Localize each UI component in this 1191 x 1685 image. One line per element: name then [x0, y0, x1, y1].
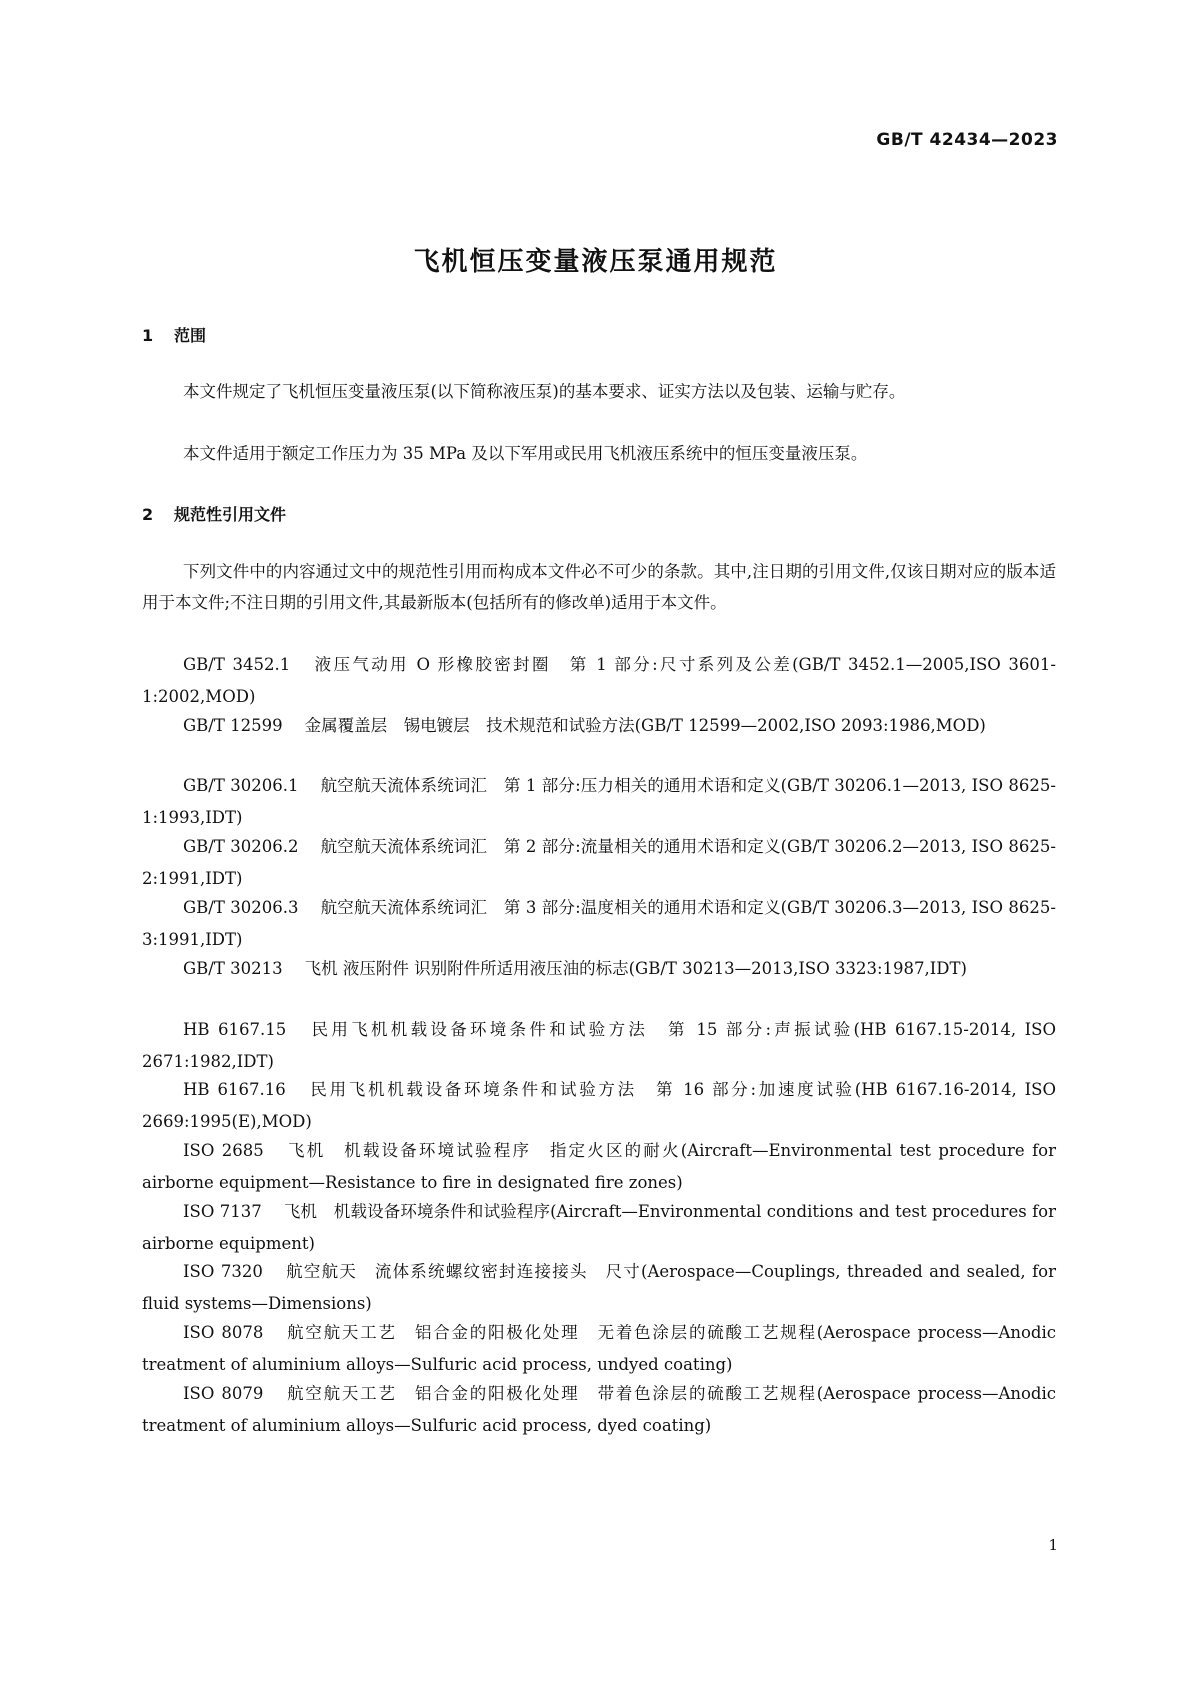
reference-code: ISO 8079 [183, 1384, 264, 1403]
reference-text: 航空航天流体系统词汇 第 1 部分:压力相关的通用术语和定义(GB/T 30206.1—2013, ISO 8625-1:1993,IDT) [142, 776, 1056, 827]
section-2-heading [142, 502, 286, 525]
reference-text: 航空航天工艺 铝合金的阳极化处理 带着色涂层的硫酸工艺规程(Aerospace process—Anodic treatment of aluminium alloys—Sulfuric acid process, dyed coating) [142, 1384, 1057, 1435]
reference-code: HB 6167.15 [183, 1020, 287, 1039]
section-1-number: 1 [142, 326, 154, 345]
page-number: 1 [1048, 1536, 1058, 1554]
reference-code: GB/T 30206.1 [183, 776, 299, 795]
reference-code: ISO 7320 [183, 1262, 263, 1281]
reference-code: ISO 2685 [183, 1141, 264, 1160]
reference-code: ISO 7137 [183, 1202, 262, 1221]
reference-item [142, 1378, 1056, 1442]
references-intro: 下列文件中的内容通过文中的规范性引用而构成本文件必不可少的条款。其中,注日期的引用文件,仅该日期对应的版本适用于本文件;不注日期的引用文件,其最新版本(包括所有的修改单)适用于本文件。 [142, 562, 1056, 612]
reference-text: 金属覆盖层 锡电镀层 技术规范和试验方法(GB/T 12599—2002,ISO 2093:1986,MOD) [304, 716, 986, 735]
reference-text: 航空航天流体系统词汇 第 2 部分:流量相关的通用术语和定义(GB/T 30206.2—2013, ISO 8625-2:1991,IDT) [142, 837, 1056, 888]
reference-item [142, 953, 1056, 985]
section-1-heading [142, 323, 206, 346]
section-2-title: 规范性引用文件 [174, 505, 287, 524]
reference-item [142, 892, 1056, 956]
reference-code: HB 6167.16 [183, 1080, 286, 1099]
reference-item [142, 770, 1056, 834]
reference-item [142, 1014, 1056, 1078]
reference-item [142, 1135, 1056, 1199]
reference-text: 航空航天 流体系统螺纹密封连接接头 尺寸(Aerospace—Couplings, threaded and sealed, for fluid systems—Dimensions) [142, 1262, 1056, 1313]
reference-code: GB/T 30213 [183, 959, 283, 978]
reference-text: 飞机 液压附件 识别附件所适用液压油的标志(GB/T 30213—2013,ISO 3323:1987,IDT) [304, 959, 967, 978]
reference-code: GB/T 30206.3 [183, 898, 299, 917]
scope-paragraph-2: 本文件适用于额定工作压力为 35 MPa 及以下军用或民用飞机液压系统中的恒压变量液压泵。 [183, 444, 868, 463]
reference-item [142, 649, 1056, 713]
reference-item [142, 831, 1056, 895]
reference-item [142, 710, 1056, 742]
reference-code: GB/T 12599 [183, 716, 283, 735]
reference-text: 飞机 机载设备环境条件和试验程序(Aircraft—Environmental conditions and test procedures for airborne equipment) [142, 1202, 1056, 1253]
reference-text: 民用飞机机载设备环境条件和试验方法 第 15 部分:声振试验(HB 6167.15-2014, ISO 2671:1982,IDT) [142, 1020, 1056, 1071]
reference-item [142, 1317, 1056, 1381]
reference-text: 航空航天工艺 铝合金的阳极化处理 无着色涂层的硫酸工艺规程(Aerospace process—Anodic treatment of aluminium alloys—Sulfuric acid process, undyed coating) [142, 1323, 1057, 1374]
reference-item [142, 1256, 1056, 1320]
reference-text: 航空航天流体系统词汇 第 3 部分:温度相关的通用术语和定义(GB/T 30206.3—2013, ISO 8625-3:1991,IDT) [142, 898, 1056, 949]
section-2-number: 2 [142, 505, 154, 524]
section-1-title: 范围 [174, 326, 207, 345]
document-title: 飞机恒压变量液压泵通用规范 [413, 247, 778, 277]
reference-text: 民用飞机机载设备环境条件和试验方法 第 16 部分:加速度试验(HB 6167.16-2014, ISO 2669:1995(E),MOD) [142, 1080, 1056, 1131]
standard-number: GB/T 42434—2023 [876, 130, 1058, 150]
reference-code: ISO 8078 [183, 1323, 264, 1342]
reference-code: GB/T 3452.1 [183, 655, 291, 674]
reference-item [142, 1196, 1056, 1260]
reference-item [142, 1074, 1056, 1138]
reference-text: 飞机 机载设备环境试验程序 指定火区的耐火(Aircraft—Environmental test procedure for airborne equipment—Resistance to fire in designated fire zones) [142, 1141, 1056, 1192]
reference-code: GB/T 30206.2 [183, 837, 299, 856]
reference-text: 液压气动用 O 形橡胶密封圈 第 1 部分:尺寸系列及公差(GB/T 3452.1—2005,ISO 3601-1:2002,MOD) [142, 655, 1056, 706]
scope-paragraph-1: 本文件规定了飞机恒压变量液压泵(以下简称液压泵)的基本要求、证实方法以及包装、运输与贮存。 [183, 382, 906, 401]
